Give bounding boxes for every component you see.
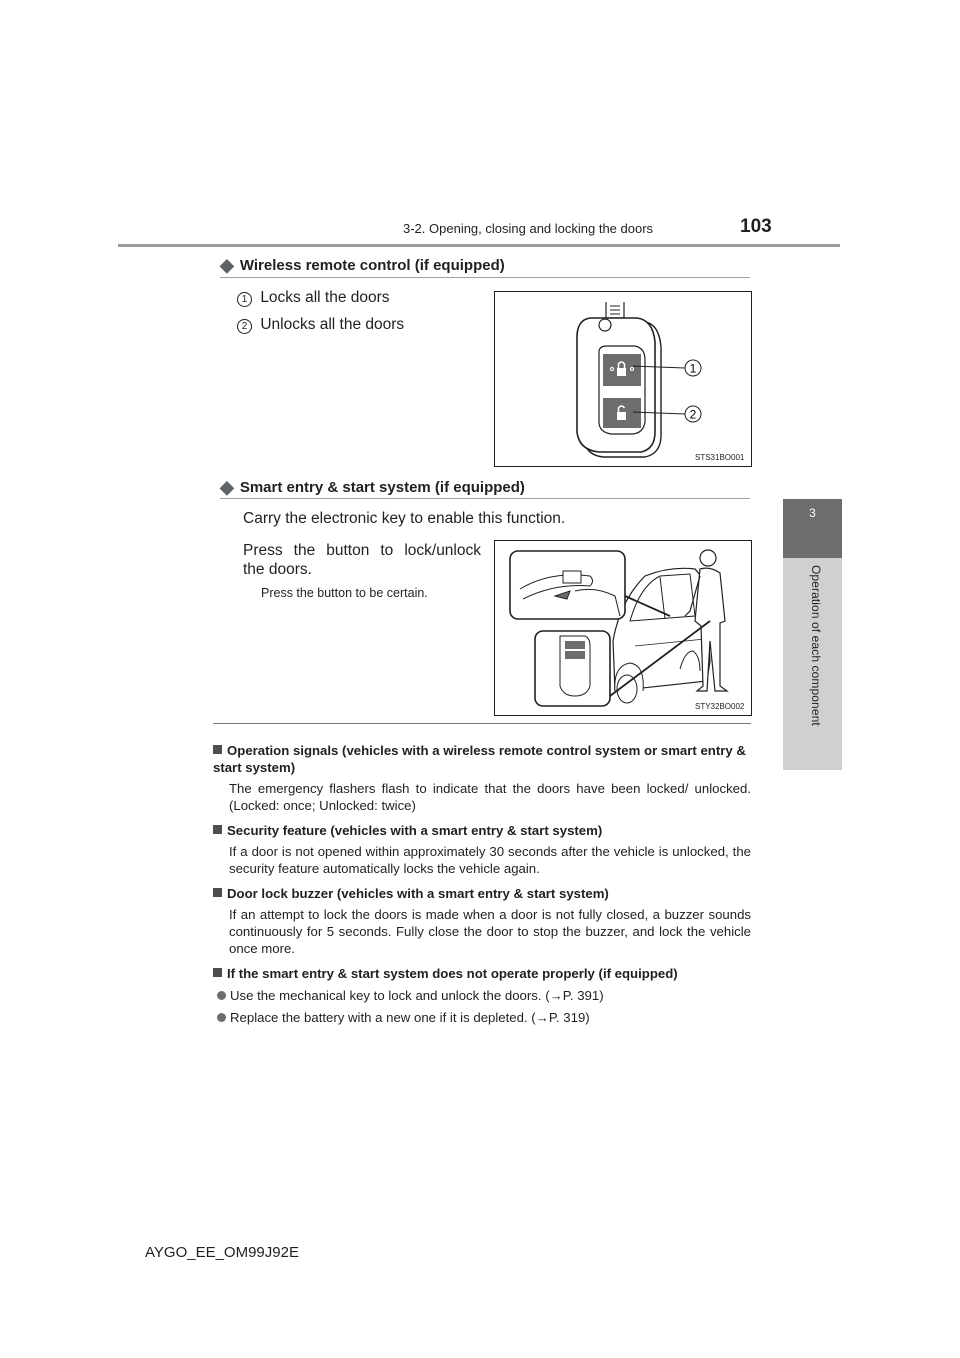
note-title: Security feature (vehicles with a smart entry & start system)	[213, 822, 751, 839]
wireless-item-1	[237, 284, 390, 311]
smart-heading-rule	[220, 498, 750, 499]
wireless-item-2-text: Unlocks all the doors	[260, 316, 405, 333]
wireless-heading-rule	[220, 277, 750, 278]
wireless-heading-text: Wireless remote control (if equipped)	[239, 257, 505, 274]
notes-section	[213, 734, 751, 1026]
page-number: 103	[740, 216, 772, 237]
callout-1: 1	[689, 361, 697, 376]
smart-entry-illustration	[495, 541, 751, 715]
header-section-title: 3-2. Opening, closing and locking the doors	[403, 221, 654, 236]
header-divider	[118, 244, 840, 247]
smart-note: Press the button to be certain.	[261, 586, 428, 600]
smart-intro: Carry the electronic key to enable this function.	[243, 510, 566, 527]
wireless-heading	[220, 254, 505, 275]
note-body: If a door is not opened within approximately 30 seconds after the vehicle is unlocked, the security feature automatically locks the vehicle again.	[229, 844, 751, 876]
key-fob-illustration	[495, 292, 751, 466]
smart-instruction-line-1: Press the button to lock/unlock	[243, 542, 481, 559]
square-bullet-icon	[213, 888, 222, 897]
chapter-number: 3	[809, 506, 816, 520]
notes-divider	[213, 723, 751, 724]
list-item: Use the mechanical key to lock and unlock the doors. (→P. 391)	[217, 987, 751, 1004]
bullet-dot-icon	[217, 991, 226, 1000]
step-2-badge: 2	[237, 319, 252, 334]
smart-heading	[220, 476, 525, 497]
square-bullet-icon	[213, 825, 222, 834]
step-1-badge: 1	[237, 292, 252, 307]
note-body: If an attempt to lock the doors is made when a door is not fully closed, a buzzer sounds continuously for 5 seconds. Fully close the door to stop the buzzer, and lock the vehicle once more.	[229, 907, 751, 956]
chapter-title: Operation of each component	[809, 565, 823, 726]
smart-instruction-line-2: the doors.	[243, 561, 312, 578]
figure-2-id: STY32BO002	[695, 702, 745, 711]
wireless-item-2	[237, 311, 404, 338]
bullet-dot-icon	[217, 1013, 226, 1022]
document-code: AYGO_EE_OM99J92E	[145, 1244, 299, 1261]
smart-entry-figure	[494, 540, 752, 716]
square-bullet-icon	[213, 968, 222, 977]
list-item: Replace the battery with a new one if it is depleted. (→P. 319)	[217, 1009, 751, 1026]
smart-heading-text: Smart entry & start system (if equipped)	[239, 479, 525, 496]
note-body: The emergency flashers flash to indicate that the doors have been locked/ unlocked. (Locked: once; Unlocked: twice)	[229, 781, 751, 813]
key-fob-figure	[494, 291, 752, 467]
note-title: Door lock buzzer (vehicles with a smart entry & start system)	[213, 885, 751, 902]
note-title: Operation signals (vehicles with a wireless remote control system or smart entry & start system)	[213, 743, 746, 775]
square-bullet-icon	[213, 745, 222, 754]
diamond-icon: ◆	[220, 255, 234, 275]
chapter-tab[interactable]	[783, 499, 842, 558]
callout-2: 2	[689, 407, 697, 422]
figure-1-id: STS31BO001	[695, 453, 745, 462]
note-title: If the smart entry & start system does not operate properly (if equipped)	[213, 965, 751, 982]
diamond-icon: ◆	[220, 477, 234, 497]
wireless-item-1-text: Locks all the doors	[260, 289, 390, 306]
